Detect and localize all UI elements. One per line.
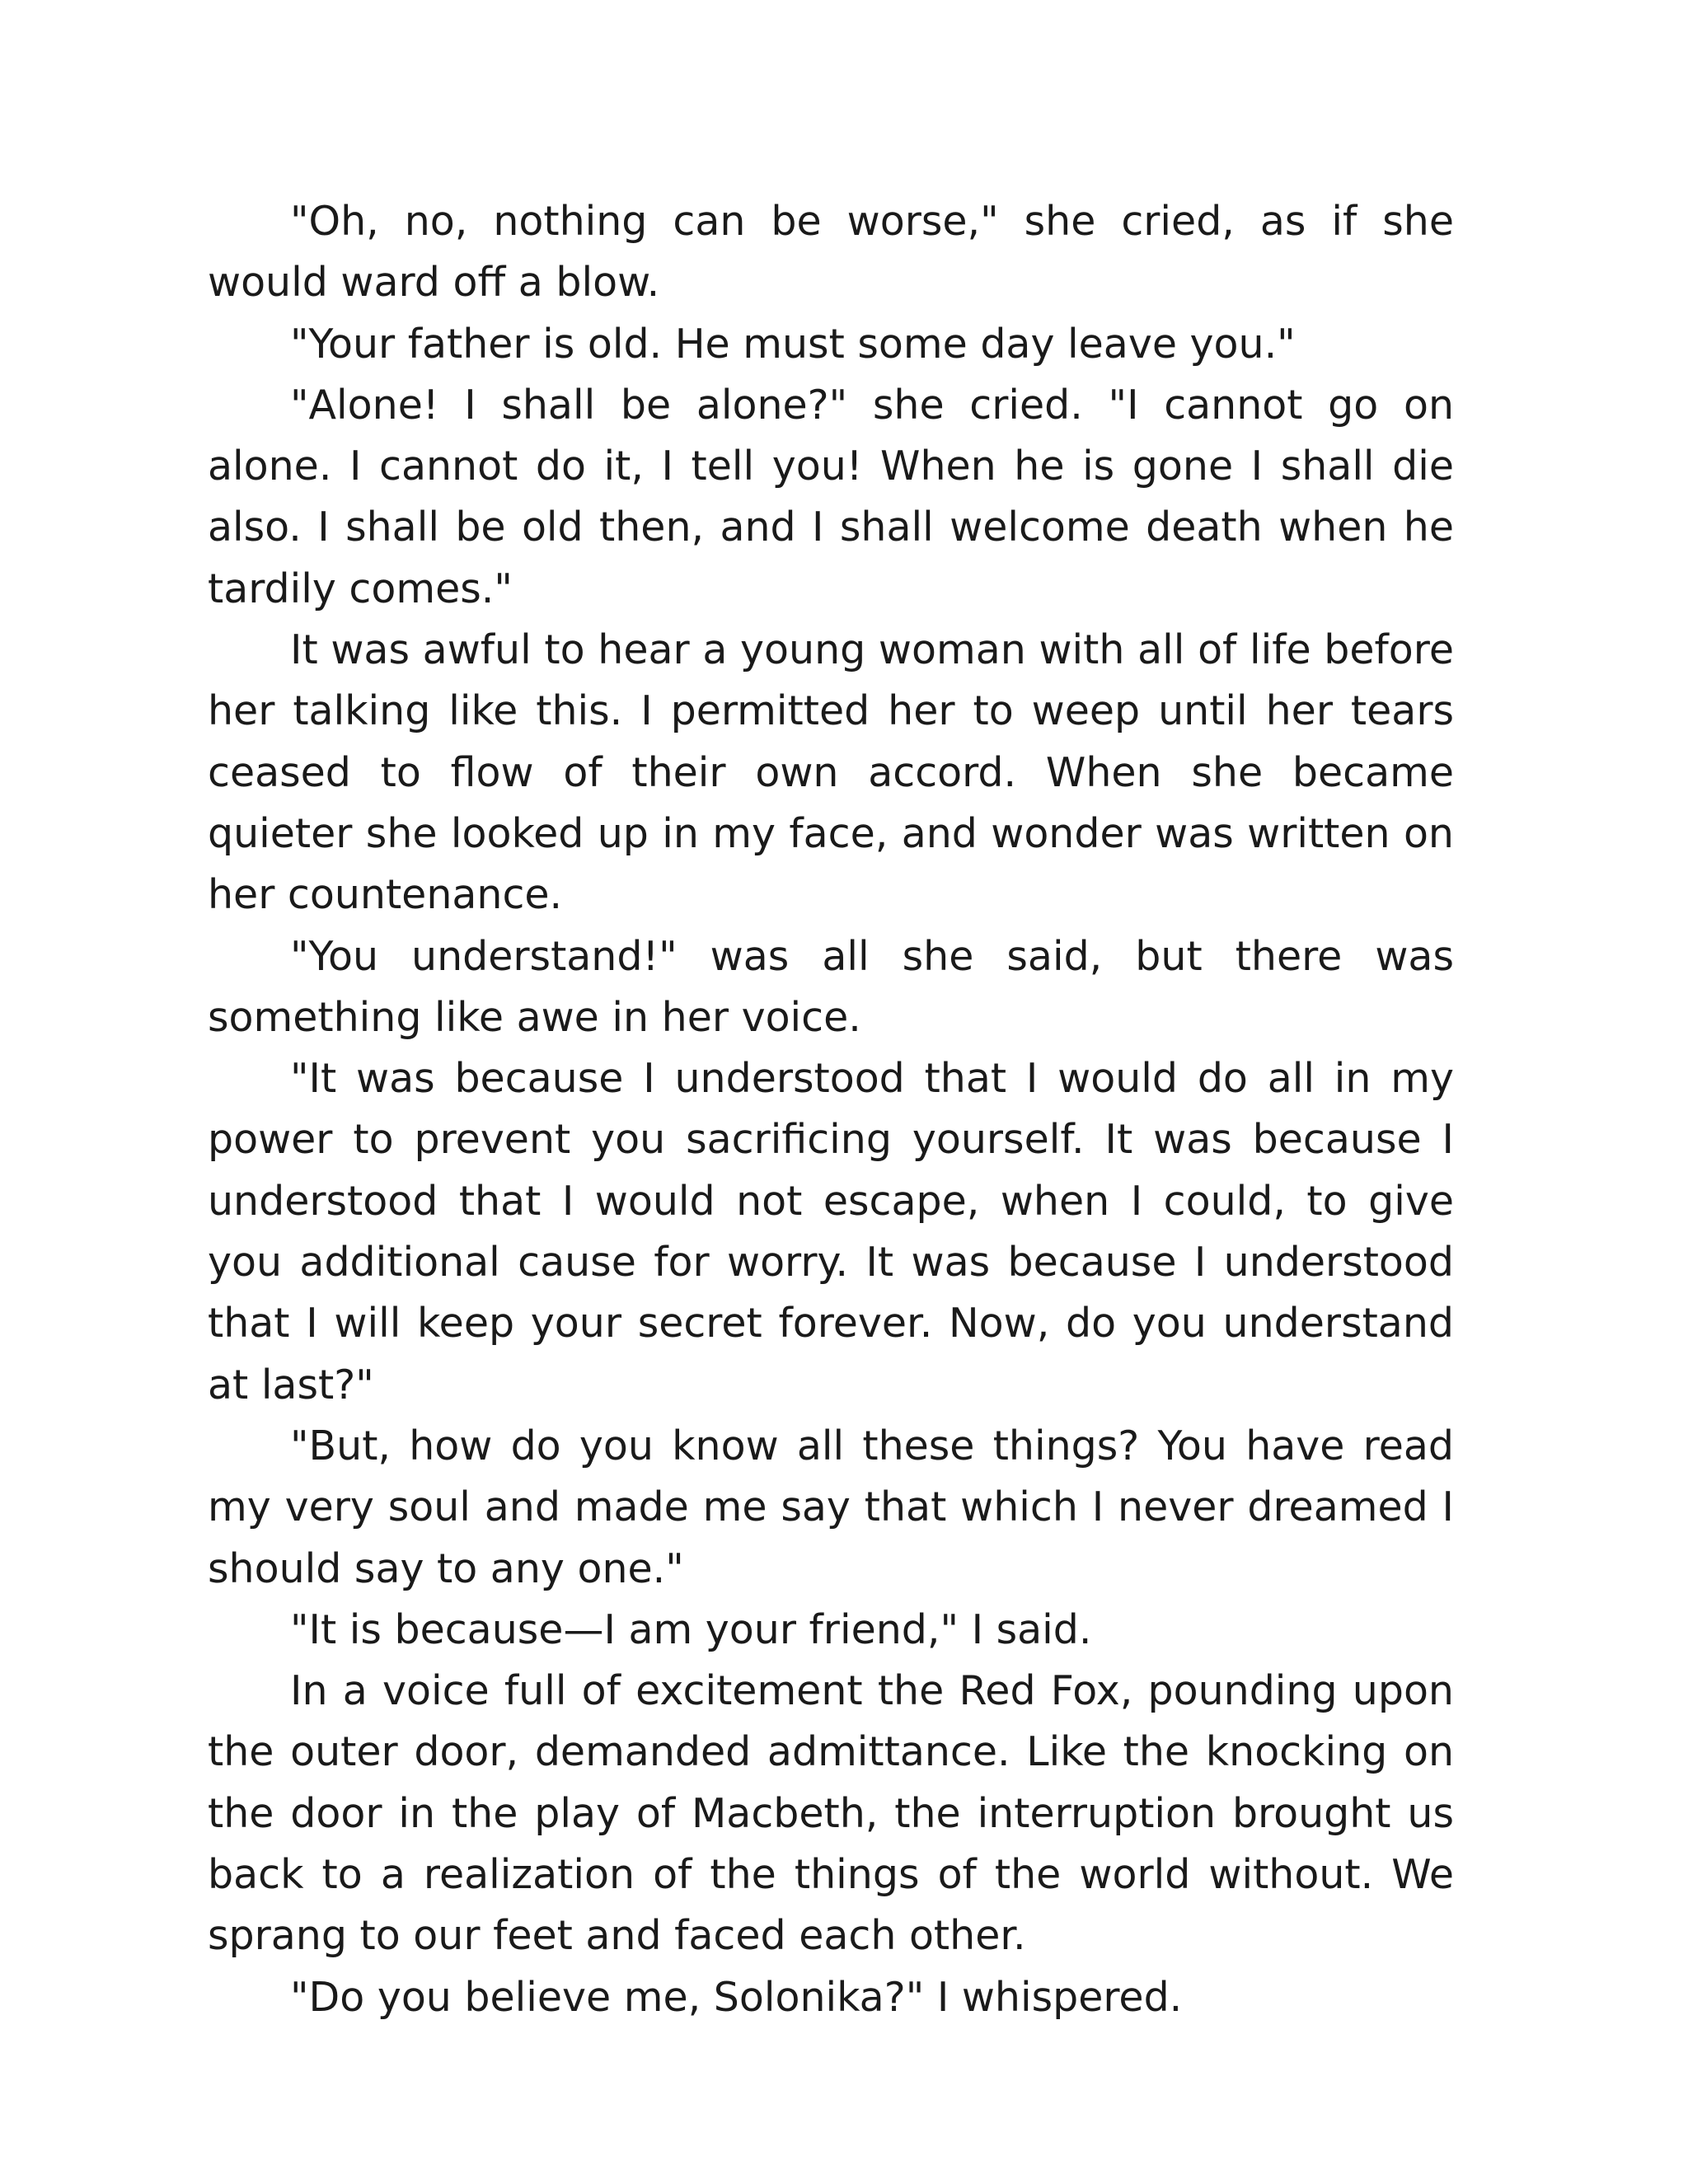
paragraph: "It was because I understood that I would do all in my power to prevent you sacrificing yourself. It was because I understood that I would not escape, when I could, to give you additional cause for worry. It was because I understood that I will keep your secret forever. Now, do you understand at last?" bbox=[208, 1055, 1454, 1408]
paragraph: "Do you believe me, Solonika?" I whispered. bbox=[290, 1973, 1183, 2021]
page-body bbox=[208, 191, 1454, 2028]
paragraph: It was awful to hear a young woman with all of life before her talking like this. I permitted her to weep until her tears ceased to flow of their own accord. When she became quieter she looked up in my face, and wonder was written on her countenance. bbox=[208, 626, 1454, 919]
paragraph: "But, how do you know all these things? You have read my very soul and made me say that which I never dreamed I should say to any one." bbox=[208, 1422, 1454, 1592]
paragraph: "Alone! I shall be alone?" she cried. "I cannot go on alone. I cannot do it, I tell you! When he is gone I shall die also. I shall be old then, and I shall welcome death when he tardily comes." bbox=[208, 381, 1454, 612]
paragraph: In a voice full of excitement the Red Fox, pounding upon the outer door, demanded admittance. Like the knocking on the door in the play of Macbeth, the interruption brought us back to a realization of the things of the world without. We sprang to our feet and faced each other. bbox=[208, 1667, 1454, 1960]
paragraph: "Oh, no, nothing can be worse," she cried, as if she would ward off a blow. bbox=[208, 198, 1454, 307]
paragraph: "You understand!" was all she said, but there was something like awe in her voice. bbox=[208, 932, 1454, 1041]
paragraph: "Your father is old. He must some day leave you." bbox=[290, 320, 1296, 368]
paragraph: "It is because—I am your friend," I said. bbox=[290, 1605, 1092, 1653]
